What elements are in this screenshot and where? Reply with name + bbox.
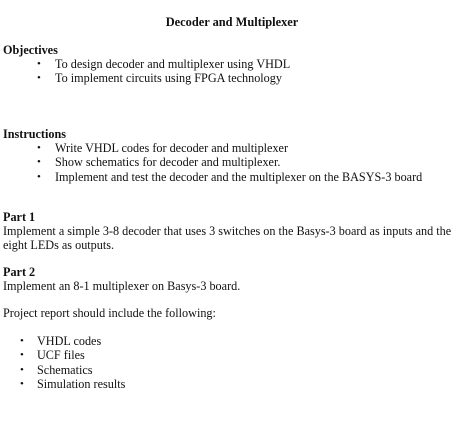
bullet-icon: •: [20, 363, 24, 376]
part2-text: Implement an 8-1 multiplexer on Basys-3 board.: [3, 279, 241, 293]
objective-text: To implement circuits using FPGA technology: [55, 71, 282, 86]
bullet-icon: •: [20, 335, 24, 347]
bullet-icon: •: [37, 142, 41, 154]
instruction-text: Show schematics for decoder and multiplexer.: [55, 155, 281, 170]
part2-heading: Part 2: [3, 265, 36, 279]
instruction-text: Implement and test the decoder and the multiplexer on the BASYS-3 board: [55, 169, 423, 184]
part1-heading: Part 1: [3, 210, 36, 224]
report-item-text: VHDL codes: [37, 334, 102, 348]
bullet-icon: •: [37, 156, 41, 169]
bullet-icon: •: [37, 58, 41, 70]
instructions-heading: Instructions: [3, 127, 66, 141]
objectives-heading: Objectives: [3, 43, 58, 57]
document-title: Decoder and Multiplexer: [165, 15, 299, 29]
report-intro: Project report should include the following:: [3, 306, 216, 320]
bullet-icon: •: [37, 72, 41, 85]
bullet-icon: •: [20, 378, 24, 391]
objective-text: To design decoder and multiplexer using VHDL: [55, 57, 291, 71]
report-item-text: Simulation results: [37, 377, 126, 392]
bullet-icon: •: [37, 170, 41, 183]
part1-text: Implement a simple 3-8 decoder that uses 3 switches on the Basys-3 board as inputs and the eight LEDs as outputs.: [3, 224, 452, 252]
report-item-text: Schematics: [37, 362, 93, 377]
instruction-text: Write VHDL codes for decoder and multiplexer: [55, 141, 289, 155]
report-item-text: UCF files: [37, 348, 85, 363]
bullet-icon: •: [20, 349, 24, 362]
